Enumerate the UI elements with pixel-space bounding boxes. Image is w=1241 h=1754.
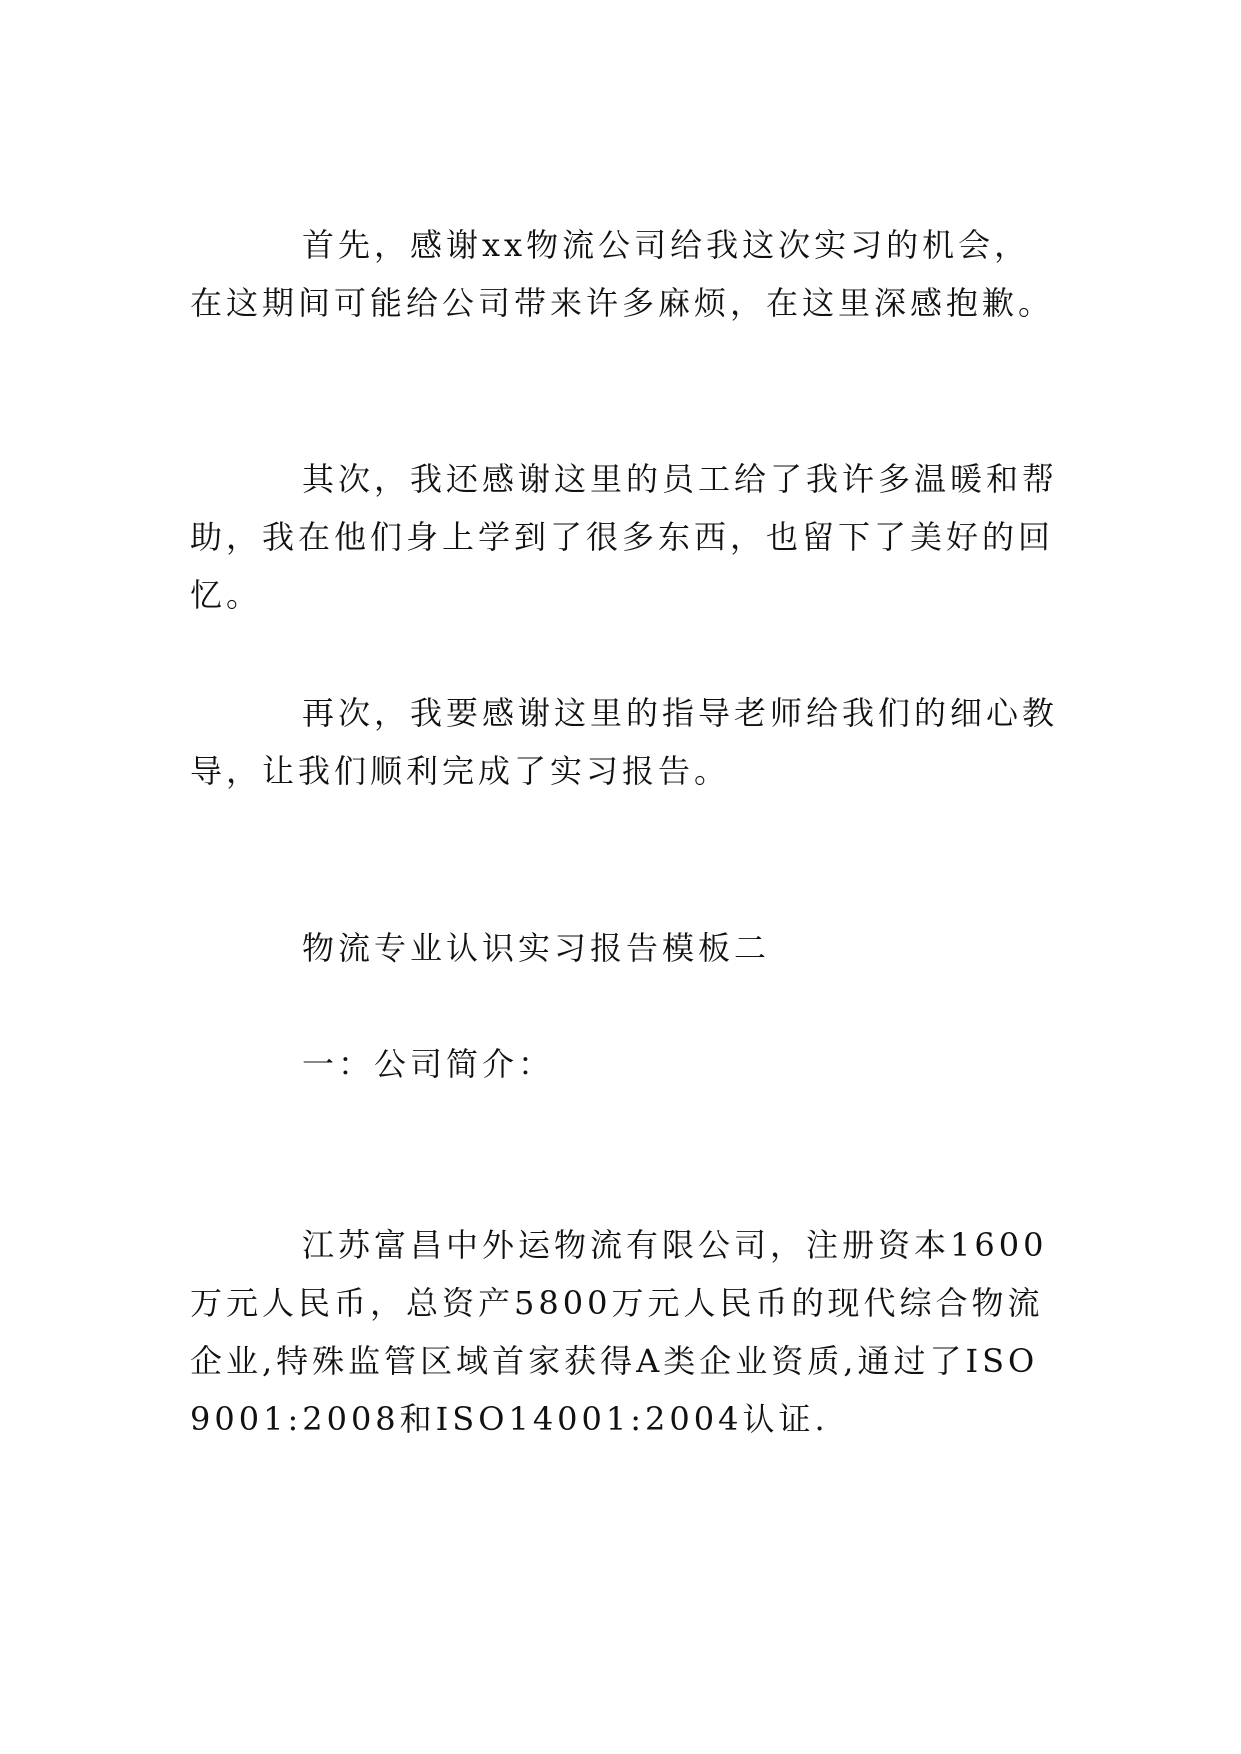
paragraph-company-intro: 江苏富昌中外运物流有限公司，注册资本1600万元人民币，总资产5800万元人民币的现代综合物流企业,特殊监管区域首家获得A类企业资质,通过了ISO9001:2008和ISO14001:2004认证.	[190, 1226, 1048, 1438]
paragraph-thanks-teacher: 再次，我要感谢这里的指导老师给我们的细心教导，让我们顺利完成了实习报告。	[190, 694, 1059, 790]
subsection-title: 一：公司简介：	[302, 1045, 555, 1083]
section-title: 物流专业认识实习报告模板二	[302, 929, 771, 967]
paragraph-thanks-staff: 其次，我还感谢这里的员工给了我许多温暖和帮助，我在他们身上学到了很多东西，也留下了美好的回忆。	[190, 460, 1059, 614]
paragraph-thanks-company: 首先，感谢xx物流公司给我这次实习的机会，在这期间可能给公司带来许多麻烦，在这里深感抱歉。	[190, 226, 1055, 322]
